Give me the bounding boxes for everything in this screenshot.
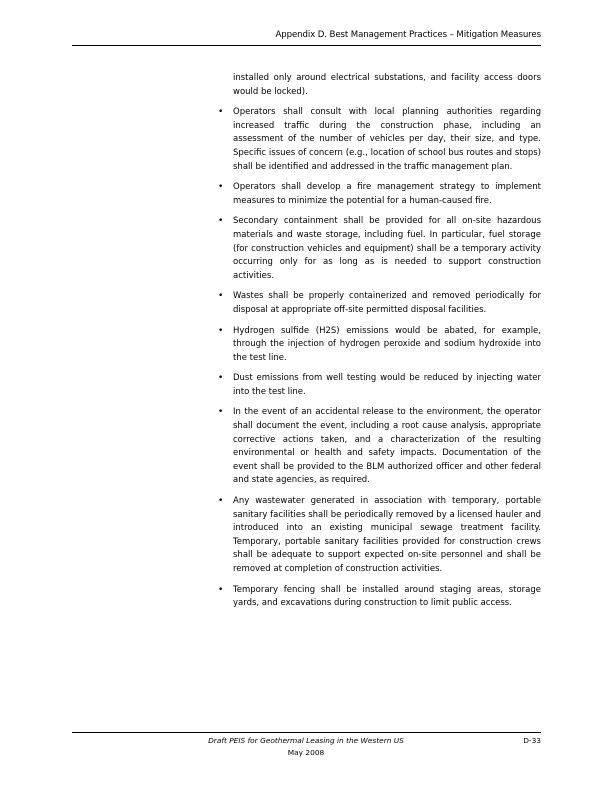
bullet-icon: • bbox=[218, 584, 224, 595]
list-item bbox=[218, 215, 541, 283]
list-item-text: In the event of an accidental release to the environment, the operator shall document the event, including a root cause analysis, appropriate corrective actions taken, and a characterization of the resulting environmental or health and safety impacts. Documentation of the event shall be provided to the BLM authorized officer and other federal and state agencies, as required. bbox=[233, 407, 541, 486]
continuation-paragraph: installed only around electrical substations, and facility access doors would be locked). bbox=[233, 73, 541, 97]
bullet-icon: • bbox=[218, 182, 224, 193]
list-item-text: Secondary containment shall be provided for all on-site hazardous materials and waste storage, including fuel. In particular, fuel storage (for construction vehicles and equipment) shall be a temporary activity occurring only for as long as is needed to support construction activities. bbox=[233, 216, 541, 281]
list-item-text: Hydrogen sulfide (H2S) emissions would be abated, for example, through the injection of hydrogen peroxide and sodium hydroxide into the test line. bbox=[233, 325, 541, 363]
list-item bbox=[218, 106, 541, 174]
bullet-icon: • bbox=[218, 373, 224, 384]
list-item-text: Operators shall develop a fire management strategy to implement measures to minimize the potential for a human-caused fire. bbox=[233, 182, 541, 206]
list-item bbox=[218, 584, 541, 611]
footer-document-title: Draft PEIS for Geothermal Leasing in the Western US bbox=[208, 736, 404, 745]
list-item-text: Any wastewater generated in association with temporary, portable sanitary facilities shall be periodically removed by a licensed hauler and introduced into an existing municipal sewage treatment facility. Temporary, portable sanitary facilities provided for construction crews shall be adequate to support expected on-site personnel and shall be removed at completion of construction activities. bbox=[233, 496, 541, 574]
mitigation-measures-list bbox=[218, 106, 541, 611]
header-divider bbox=[72, 45, 541, 46]
bullet-icon: • bbox=[218, 496, 224, 507]
bullet-icon: • bbox=[218, 325, 224, 336]
list-item bbox=[218, 181, 541, 208]
list-item bbox=[218, 406, 541, 488]
bullet-icon: • bbox=[218, 107, 224, 118]
list-item bbox=[218, 290, 541, 317]
list-item bbox=[218, 372, 541, 399]
bullet-icon: • bbox=[218, 407, 224, 418]
bullet-icon: • bbox=[218, 216, 224, 227]
list-item bbox=[218, 325, 541, 366]
list-item bbox=[218, 495, 541, 577]
footer-divider bbox=[72, 732, 541, 733]
list-item-text: Temporary fencing shall be installed around staging areas, storage yards, and excavations during construction to limit public access. bbox=[233, 584, 541, 609]
page-number: D-33 bbox=[523, 736, 541, 745]
bullet-icon: • bbox=[218, 291, 224, 302]
main-content bbox=[218, 72, 541, 618]
footer-date: May 2008 bbox=[287, 748, 325, 757]
list-item-text: Wastes shall be properly containerized and removed periodically for disposal at appropriate off-site permitted disposal facilities. bbox=[233, 291, 541, 315]
running-header: Appendix D. Best Management Practices – Mitigation Measures bbox=[275, 30, 541, 40]
list-item-text: Operators shall consult with local planning authorities regarding increased traffic during the construction phase, including an assessment of the number of vehicles per day, their size, and type. Specific issues of concern (e.g., location of school bus routes and stops) shall be identified and addressed in the traffic management plan. bbox=[233, 107, 541, 172]
list-item-text: Dust emissions from well testing would be reduced by injecting water into the test line. bbox=[233, 373, 541, 397]
